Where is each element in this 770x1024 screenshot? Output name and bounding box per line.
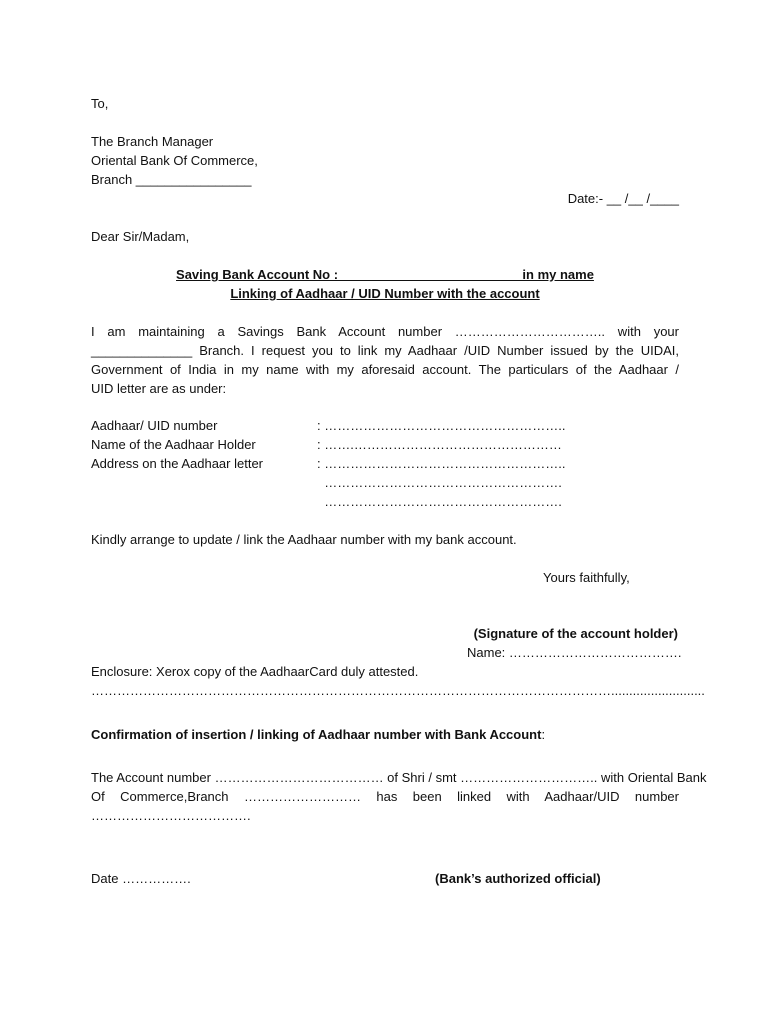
paragraph-line-4: UID letter are as under: <box>91 381 227 396</box>
greeting: Dear Sir/Madam, <box>91 229 190 244</box>
aadhaar-number-label: Aadhaar/ UID number <box>91 418 218 433</box>
holder-name-value: : …….………………………………………… <box>317 437 562 452</box>
closing: Yours faithfully, <box>543 570 630 585</box>
confirmation-line-2: Of Commerce,Branch ……………………… has been linked with Aadhaar/UID number <box>91 789 679 804</box>
subject-account-line: Saving Bank Account No : ________________________ in my name <box>176 267 594 282</box>
aadhaar-number-value: : ……………………………………………….. <box>317 418 566 433</box>
confirmation-line-3: ………………………………. <box>91 808 251 823</box>
paragraph-line-1: I am maintaining a Savings Bank Account number …………………………….. with your <box>91 324 679 339</box>
addressee-branch: Branch ________________ <box>91 172 252 187</box>
bank-official-label: (Bank’s authorized official) <box>435 871 601 886</box>
signature-label: (Signature of the account holder) <box>473 626 678 641</box>
confirmation-heading <box>91 725 545 744</box>
paragraph-line-3: Government of India in my name with my aforesaid account. The particulars of the Aadhaar / <box>91 362 679 377</box>
address-value: : ……………………………………………….. <box>317 456 566 471</box>
address-continuation-2: ………………………………………………. <box>317 494 562 509</box>
address-label: Address on the Aadhaar letter <box>91 456 264 471</box>
name-line: Name: …………………………………. <box>467 645 682 660</box>
addressee-line-2: Oriental Bank Of Commerce, <box>91 153 258 168</box>
request-line: Kindly arrange to update / link the Aadhaar number with my bank account. <box>91 532 517 547</box>
confirmation-heading-text: Confirmation of insertion / linking of Aadhaar number with Bank Account <box>91 727 542 742</box>
date-field: Date:- __ /__ /____ <box>567 191 679 206</box>
bottom-date: Date ……………. <box>91 871 191 886</box>
enclosure-line: Enclosure: Xerox copy of the AadhaarCard duly attested. <box>91 664 419 679</box>
subject-linking-line: Linking of Aadhaar / UID Number with the account <box>230 286 540 301</box>
confirmation-heading-colon: : <box>541 727 546 742</box>
addressee-line-1: The Branch Manager <box>91 134 214 149</box>
separator-dots: ………………………………………………………………………………………………………….......................... <box>91 683 705 698</box>
confirmation-line-1: The Account number ………………………………… of Shri / smt ………………………….. with Oriental Bank <box>91 770 707 785</box>
holder-name-label: Name of the Aadhaar Holder <box>91 437 256 452</box>
address-continuation-1: ………………………………………………. <box>317 475 562 490</box>
paragraph-line-2: ______________ Branch. I request you to link my Aadhaar /UID Number issued by the UIDAI, <box>91 343 679 358</box>
salutation-to: To, <box>91 96 109 111</box>
